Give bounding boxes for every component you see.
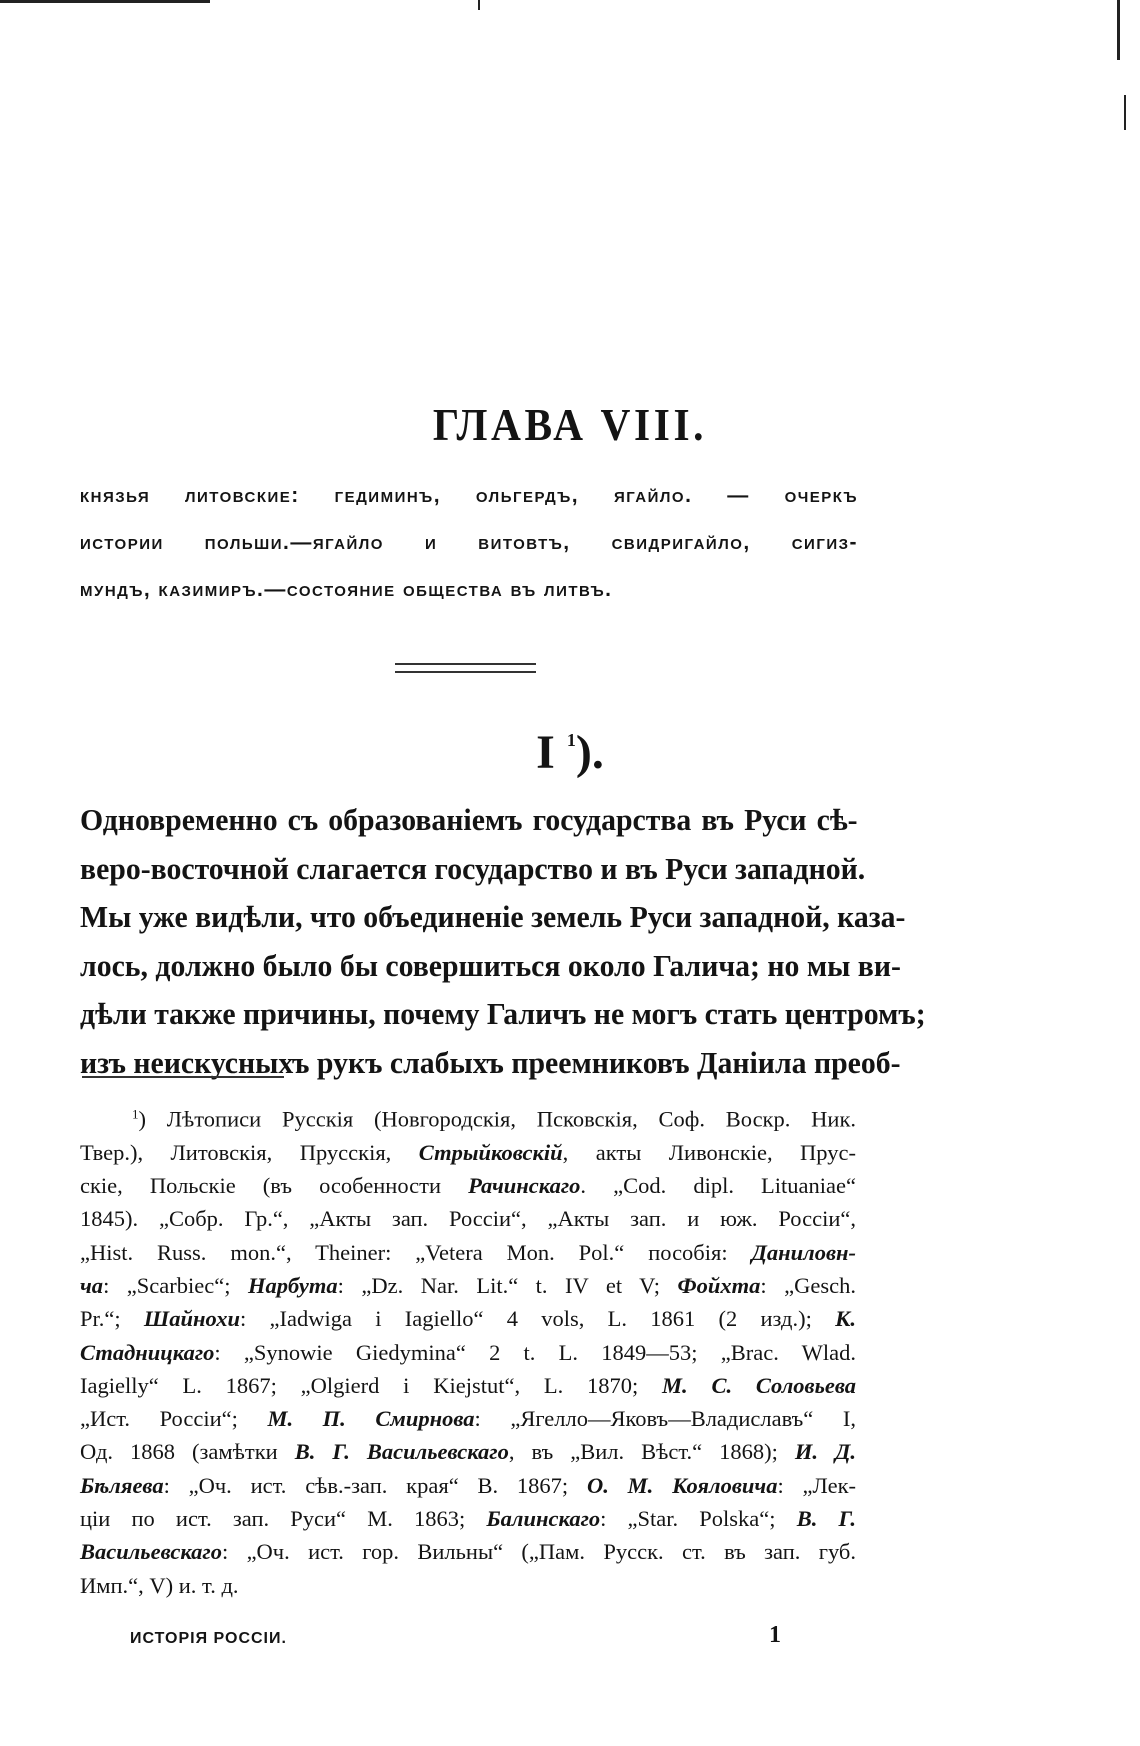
footnote-line bbox=[80, 1502, 856, 1535]
footnote-italic-run: Балинскаго bbox=[486, 1506, 601, 1532]
footnote-text-run: , акты Ливонскіе, Прус- bbox=[562, 1139, 856, 1165]
footnote-italic-run: М. П. Смирнова bbox=[267, 1406, 475, 1432]
footnote-indent bbox=[80, 1107, 139, 1132]
footnote-line bbox=[80, 1402, 856, 1435]
footnote-text-run: Од. 1868 (замѣтки bbox=[80, 1439, 295, 1465]
chapter-summary-line: мундъ, казимиръ.—состояние общества въ литвъ. bbox=[80, 578, 613, 601]
footnote-italic-run: Бѣляева bbox=[80, 1472, 164, 1498]
footnote-reference: 1 bbox=[566, 730, 576, 750]
footnote-italic-run: И. Д. bbox=[794, 1439, 856, 1465]
footnote-italic-run: Стадницкаго bbox=[80, 1339, 215, 1365]
footnote-italic-run: О. М. Кояловича bbox=[586, 1472, 778, 1498]
body-line: дѣли также причины, почему Галичъ не могъ стать центромъ; bbox=[80, 996, 926, 1031]
footnote-text-run: скіе, Польскіе (въ особенности bbox=[80, 1173, 469, 1199]
footnote-line bbox=[80, 1302, 856, 1335]
footnote-line bbox=[80, 1535, 856, 1568]
footnote-text-run: Твер.), Литовскія, Прусскія, bbox=[80, 1139, 419, 1165]
footnote-text-run: : „Star. Polska“; bbox=[600, 1506, 797, 1532]
body-line: Одновременно съ образованіемъ государства въ Руси сѣ- bbox=[80, 802, 858, 837]
running-title: ИСТОРІЯ РОССІИ. bbox=[130, 1630, 287, 1647]
footnote-text-run: ) Лѣтописи Русскія (Новгородскія, Псковскія, Соф. Воскр. Ник. bbox=[138, 1106, 856, 1132]
body-line: Мы уже видѣли, что объединеніе земель Руси западной, каза- bbox=[80, 899, 906, 934]
chapter-title: ГЛАВА VIII. bbox=[432, 399, 708, 450]
footnote-italic-run: ча bbox=[80, 1272, 104, 1298]
footnote-italic-run: Стрыйковскій bbox=[418, 1139, 563, 1165]
footnote-text-run: : „Ягелло—Яковъ—Владиславъ“ I, bbox=[474, 1406, 856, 1432]
chapter-summary bbox=[80, 472, 858, 613]
footnote-line bbox=[80, 1469, 856, 1502]
footnote-text-run: : „Оч. ист. сѣв.-зап. края“ В. 1867; bbox=[163, 1472, 587, 1498]
footnote-text-run: : „Gesch. bbox=[760, 1272, 857, 1298]
footnote-text-run: Iagielly“ L. 1867; „Olgierd i Kiejstut“, L. 1870; bbox=[80, 1372, 663, 1398]
footnote-text-run: : „Dz. Nar. Lit.“ t. IV et V; bbox=[337, 1272, 678, 1298]
footnote-line bbox=[80, 1435, 856, 1468]
footnote-text-run: „Ист. Россіи“; bbox=[80, 1406, 268, 1432]
footnote-italic-run: Даниловн- bbox=[751, 1239, 856, 1265]
footnote-mark: 1 bbox=[132, 1106, 139, 1121]
footnote-text-run: Pr.“; bbox=[80, 1306, 144, 1332]
footnote-text-run: : „Synowie Giedymina“ 2 t. L. 1849—53; „Brac. Wlad. bbox=[214, 1339, 856, 1365]
footnote-text-run: „Hist. Russ. mon.“, Theiner: „Vetera Mon. Pol.“ пособія: bbox=[80, 1239, 752, 1265]
footnote-line bbox=[80, 1236, 856, 1269]
body-line: веро-восточной слагается государство и въ Руси западной. bbox=[80, 850, 866, 886]
double-rule-divider bbox=[395, 663, 536, 673]
footnote-text-run: : „Iadwiga i Iagiello“ 4 vols, L. 1861 (2 изд.); bbox=[240, 1306, 836, 1332]
footnote-italic-run: Нарбута bbox=[247, 1272, 338, 1298]
chapter-summary-line: князья литовские: гедиминъ, ольгердъ, ягайло. — очеркъ bbox=[80, 484, 858, 507]
footnote-line bbox=[80, 1269, 856, 1302]
chapter-summary-line: истории польши.—ягайло и витовтъ, свидригайло, сигиз- bbox=[80, 531, 858, 554]
footnote-text-run: , въ „Вил. Вѣст.“ 1868); bbox=[508, 1439, 795, 1465]
section-number: I bbox=[536, 726, 555, 779]
footnote-line bbox=[80, 1169, 856, 1202]
footnote-italic-run: К. bbox=[835, 1306, 856, 1332]
footnote-italic-run: Рачинскаго bbox=[468, 1173, 581, 1199]
footnote bbox=[80, 1097, 856, 1602]
footnote-text-run: : „Scarbiec“; bbox=[103, 1272, 248, 1298]
footnote-line bbox=[80, 1336, 856, 1369]
footnote-text-run: . „Cod. dipl. Lituaniae“ bbox=[580, 1173, 856, 1199]
section-heading-close: ). bbox=[575, 726, 604, 779]
footnote-line bbox=[80, 1136, 856, 1169]
footnote-separator bbox=[82, 1076, 284, 1078]
footnote-italic-run: В. Г. bbox=[796, 1506, 856, 1532]
section-heading bbox=[0, 725, 1140, 780]
footnote-italic-run: Шайнохи bbox=[143, 1306, 241, 1332]
footnote-line bbox=[80, 1097, 856, 1136]
footnote-line bbox=[80, 1202, 856, 1235]
footnote-text-run: Имп.“, V) и. т. д. bbox=[80, 1572, 239, 1598]
footnote-line bbox=[80, 1569, 856, 1602]
footnote-italic-run: М. С. Соловьева bbox=[662, 1372, 856, 1398]
footnote-italic-run: Фойхта bbox=[677, 1272, 761, 1298]
footnote-italic-run: Васильевскаго bbox=[80, 1539, 222, 1565]
body-paragraph bbox=[80, 796, 926, 1087]
body-line: изъ неискусныхъ рукъ слабыхъ преемниковъ Даніила преоб- bbox=[80, 1044, 901, 1080]
footnote-line bbox=[80, 1369, 856, 1402]
footnote-text-run: ціи по ист. зап. Руси“ М. 1863; bbox=[80, 1506, 487, 1532]
footnote-italic-run: В. Г. Васильевскаго bbox=[294, 1439, 509, 1465]
signature-mark: 1 bbox=[769, 1622, 781, 1648]
footnote-text-run: : „Лек- bbox=[777, 1472, 857, 1498]
footnote-text-run: : „Оч. ист. гор. Вильны“ („Пам. Русск. ст. въ зап. губ. bbox=[221, 1539, 856, 1565]
footnote-text-run: 1845). „Собр. Гр.“, „Акты зап. Россіи“, „Акты зап. и юж. Россіи“, bbox=[80, 1206, 856, 1232]
body-line: лось, должно было бы совершиться около Галича; но мы ви- bbox=[80, 947, 901, 983]
